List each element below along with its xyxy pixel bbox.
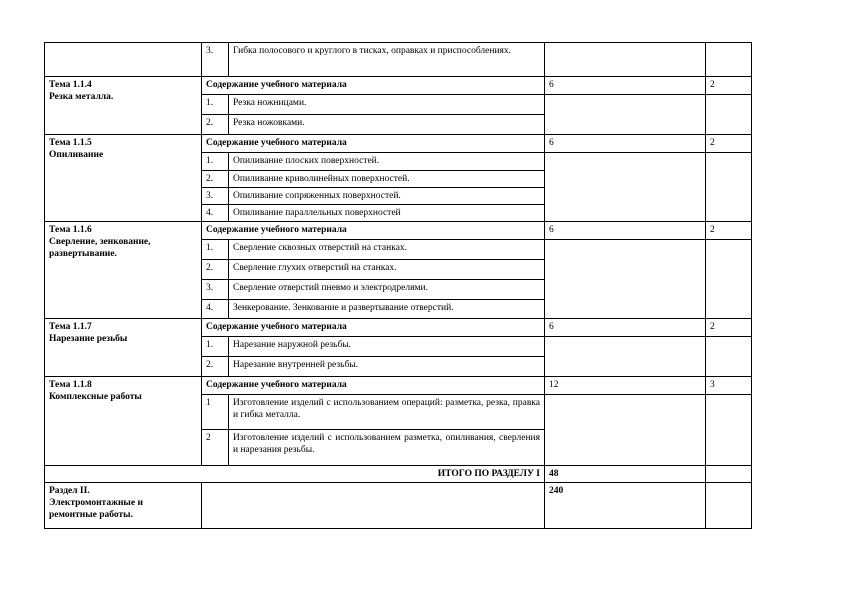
item-text: Гибка полосового и круглого в тисках, оправках и приспособлениях. (229, 43, 545, 77)
level-cell (706, 395, 752, 466)
hours-value: 6 (545, 135, 706, 153)
item-number: 1. (202, 337, 229, 357)
content-heading: Содержание учебного материала (202, 319, 545, 337)
level-cell (706, 337, 752, 377)
section-cell (45, 483, 202, 529)
item-number: 2. (202, 260, 229, 280)
table-row (45, 319, 752, 337)
item-text: Резка ножовками. (229, 115, 545, 135)
total-label: ИТОГО ПО РАЗДЕЛУ I (45, 466, 545, 483)
content-heading: Содержание учебного материала (202, 77, 545, 95)
item-text: Опиливание сопряженных поверхностей. (229, 188, 545, 205)
item-text: Опиливание плоских поверхностей. (229, 153, 545, 171)
item-text: Сверление отверстий пневмо и электродрелями. (229, 280, 545, 300)
topic-title: Тема 1.1.6 (49, 225, 92, 235)
item-number: 3. (202, 188, 229, 205)
level-value: 2 (706, 319, 752, 337)
hours-value: 12 (545, 377, 706, 395)
item-number: 3. (202, 280, 229, 300)
hours-cell (545, 337, 706, 377)
topic-cell (45, 377, 202, 466)
hours-cell (545, 95, 706, 135)
item-number: 1 (202, 395, 229, 430)
topic-name: Опиливание (49, 150, 104, 160)
item-number: 1. (202, 240, 229, 260)
table-row (45, 222, 752, 240)
item-text: Резка ножницами. (229, 95, 545, 115)
item-text: Сверление сквозных отверстий на станках. (229, 240, 545, 260)
section-row (45, 483, 752, 529)
table-row (45, 135, 752, 153)
topic-cell (45, 43, 202, 77)
level-cell (706, 153, 752, 222)
hours-cell (545, 153, 706, 222)
item-number: 4. (202, 300, 229, 319)
level-value: 2 (706, 135, 752, 153)
level-cell (706, 43, 752, 77)
item-text: Опиливание криволинейных поверхностей. (229, 171, 545, 188)
content-heading: Содержание учебного материала (202, 377, 545, 395)
table-row (45, 43, 752, 77)
item-text: Сверление глухих отверстий на станках. (229, 260, 545, 280)
item-text: Зенкерование. Зенкование и развертывание отверстий. (229, 300, 545, 319)
hours-cell (545, 240, 706, 319)
item-text: Нарезание внутренней резьбы. (229, 357, 545, 377)
level-cell (706, 483, 752, 529)
topic-title: Тема 1.1.8 (49, 380, 92, 390)
content-heading: Содержание учебного материала (202, 222, 545, 240)
hours-cell (545, 43, 706, 77)
topic-name: Нарезание резьбы (49, 334, 128, 344)
level-value: 2 (706, 77, 752, 95)
hours-value: 6 (545, 77, 706, 95)
section-title: Электромонтажные и (49, 498, 143, 508)
item-number: 2 (202, 430, 229, 466)
section-hours: 240 (545, 483, 706, 529)
level-value: 3 (706, 377, 752, 395)
curriculum-table (44, 42, 752, 529)
topic-name: Резка металла. (49, 92, 114, 102)
topic-cell (45, 319, 202, 377)
topic-cell (45, 135, 202, 222)
level-cell (706, 240, 752, 319)
content-cell (202, 483, 545, 529)
item-text: Изготовление изделий с использованием разметка, опиливания, сверления и нарезания резьбы. (229, 430, 545, 466)
item-text: Изготовление изделий с использованием операций: разметка, резка, правка и гибка металла. (229, 395, 545, 430)
total-row (45, 466, 752, 483)
total-hours: 48 (545, 466, 706, 483)
hours-cell (545, 395, 706, 466)
topic-name: Комплексные работы (49, 392, 142, 402)
section-title: ремонтные работы. (49, 510, 133, 520)
topic-name: Сверление, зенкование, развертывание. (49, 237, 151, 259)
item-number: 1. (202, 153, 229, 171)
level-cell (706, 95, 752, 135)
table-row (45, 77, 752, 95)
item-number: 3. (202, 43, 229, 77)
topic-title: Тема 1.1.7 (49, 322, 92, 332)
item-number: 1. (202, 95, 229, 115)
topic-title: Тема 1.1.5 (49, 138, 92, 148)
table-row (45, 377, 752, 395)
content-heading: Содержание учебного материала (202, 135, 545, 153)
item-number: 2. (202, 357, 229, 377)
level-value: 2 (706, 222, 752, 240)
topic-title: Тема 1.1.4 (49, 80, 92, 90)
hours-value: 6 (545, 319, 706, 337)
section-title: Раздел II. (49, 486, 90, 496)
item-number: 4. (202, 205, 229, 222)
item-number: 2. (202, 115, 229, 135)
topic-cell (45, 77, 202, 135)
item-number: 2. (202, 171, 229, 188)
item-text: Нарезание наружной резьбы. (229, 337, 545, 357)
topic-cell (45, 222, 202, 319)
hours-value: 6 (545, 222, 706, 240)
item-text: Опиливание параллельных поверхностей (229, 205, 545, 222)
level-cell (706, 466, 752, 483)
